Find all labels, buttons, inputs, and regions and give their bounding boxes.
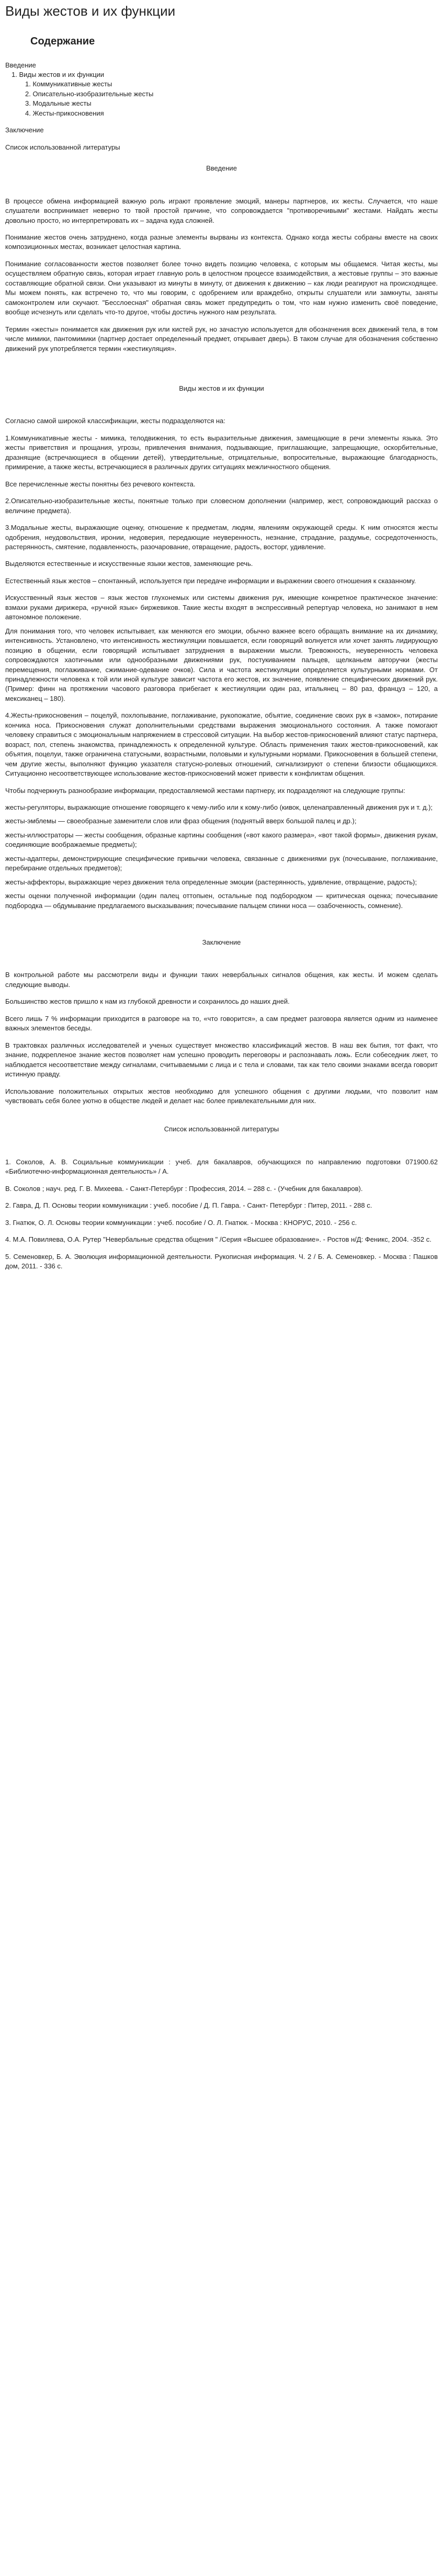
- conclusion-section: [5, 938, 438, 1106]
- reference-item: В. Соколов ; науч. ред. Г. В. Михеева. - Санкт-Петербург : Профессия, 2014. – 288 с. - (Учебник для бакалавров).: [5, 1184, 363, 1193]
- reference-item: 3. Гнатюк, О. Л. Основы теории коммуникации : учеб. пособие / О. Л. Гнатюк. - Москва : КНОРУС, 2010. - 256 с.: [5, 1218, 357, 1227]
- toc-subitem: 4. Жесты-прикосновения: [25, 109, 104, 117]
- communicative-note: Все перечисленные жесты понятны без речевого контекста.: [5, 480, 196, 488]
- toc-subitems: [12, 80, 438, 118]
- references-heading: Список использованной литературы: [164, 1125, 279, 1133]
- table-of-contents: [5, 34, 438, 152]
- toc-heading: Содержание: [30, 36, 95, 48]
- intro-paragraph: Понимание согласованности жестов позволяет более точно видеть позицию человека, с которым мы общаемся. Читая жесты, мы осуществляем обратную связь, которая играет главную роль в целостном процессе взаимодействия, а жестовые группы – это важные составляющие обратной связи. Они указывают из минуты в минуту, от движения к движению – как люди реагируют на происходящее. Мы можем понять, как встречено то, что мы говорим, с одобрением или враждебно, открыты слушатели или замкнуты, заняты самоконтролем или скучают. "Бесслоесная" обратная связь может предупредить о том, что нам нужно изменить своё поведение, вообще исчезнуть или сделать что-то другое, чтобы достичь нужного нам результата.: [5, 259, 438, 316]
- conclusion-paragraph: Большинство жестов пришло к нам из глубокой древности и сохранилось до наших дней.: [5, 997, 290, 1006]
- intensity-paragraph: Для понимания того, что человек испытывает, как меняются его эмоции, обычно важнее всего обращать внимание на их динамику, интенсивность. Установлено, что интенсивность жестикуляции повышается, если говорящий волнуется или хочет занять лидирующую позицию в общении, если говорящий испытывает затруднения в выражении мысли. Тревожность, неуверенность человека сопровождаются хаотичными или однообразными движениями рук, постукиванием пальцев, щелканьем авторучки (жесты перемещения, поглаживание, сжимание-одевание очков). Сила и частота жестикуляции определяется культурными нормами. От принадлежности человека к той или иной культуре зависит частота его жестов, их значение, появление специфических движений рук. (Пример: финн на протяжении часового разговора прибегает к жестикуляции один раз, итальянец – 80 раз, француз – 120, а мексиканец – 180).: [5, 627, 438, 702]
- gesture-group-item: жесты-регуляторы, выражающие отношение говорящего к чему-либо или к кому-либо (кивок, целенаправленный движения рук и т. д.);: [5, 803, 433, 811]
- toc-subitem: 1. Коммуникативные жесты: [25, 80, 112, 88]
- chapter-heading: Виды жестов и их функции: [179, 384, 264, 392]
- conclusion-paragraph: Всего лишь 7 % информации приходится в разговоре на то, «что говорится», а сам предмет разговора является одним из наименее важных элементов беседы.: [5, 1014, 438, 1032]
- toc-item-conclusion: Заключение: [5, 126, 44, 134]
- toc-subitem: 2. Описательно-изобразительные жесты: [25, 89, 154, 98]
- gesture-groups-lead: Чтобы подчеркнуть разнообразие информации, предоставляемой жестами партнеру, их подразделяют на следующие группы:: [5, 786, 405, 795]
- conclusion-heading: Заключение: [202, 938, 241, 947]
- descriptive-gestures-paragraph: 2.Описательно-изобразительные жесты, понятные только при словесном дополнении (например, жест, сопровождающий рассказ о величине предмета).: [5, 497, 438, 515]
- communicative-gestures-paragraph: 1.Коммуникативные жесты - мимика, телодвижения, то есть выразительные движения, замещающие в речи элементы языка. Это жесты приветствия и прощания, угрозы, привлечения внимания, подзывающие, приглашающие, запрещающие, оскорбительные, дразнящие (встречающиеся в общении детей), утвердительные, отрицательные, вопросительные, выражающие благодарность, примирение, а также жесты, встречающиеся в различных других ситуациях межличностного общения.: [5, 434, 438, 471]
- gesture-group-item: жесты-эмблемы — своеобразные заменители слов или фраз общения (поднятый вверх большой палец и др.);: [5, 817, 357, 825]
- gesture-group-item: жесты-аффекторы, выражающие через движения тела определенные эмоции (растерянность, удивление, отвращение, радость);: [5, 878, 417, 886]
- reference-item: 5. Семеновкер, Б. А. Эволюция информационной деятельности. Рукописная информация. Ч. 2 / Б. А. Семеновкер. - Москва : Пашков дом, 2011. - 336 с.: [5, 1252, 438, 1270]
- toc-chapter-block: [5, 70, 438, 118]
- intro-paragraph: Термин «жесты» понимается как движения рук или кистей рук, но зачастую используется для обозначения всех движений тела, в том числе мимики, пантомимики (партнер достает определенный предмет, открывает дверь). В таком случае для обозначения собственно движений рук употребляется термин «жестикуляция».: [5, 325, 438, 353]
- modal-gestures-paragraph: 3.Модальные жесты, выражающие оценку, отношение к предметам, людям, явлениям окружающей среды. К ним относятся жесты одобрения, неудовольствия, иронии, недоверия, передающие неуверенность, незнание, страдание, раздумье, сосредоточенность, растерянность, смятение, подавленность, разочарование, отвращение, радость, восторг, удивление.: [5, 524, 438, 551]
- conclusion-paragraph: Использование положительных открытых жестов необходимо для успешного общения с другими людьми, что позволит нам чувствовать себя более уютно в обществе людей и делает нас более привлекательными для них.: [5, 1087, 438, 1105]
- toc-item-references: Список использованной литературы: [5, 143, 120, 151]
- toc-item-chapter: 1. Виды жестов и их функции: [12, 71, 105, 79]
- gesture-group-item: жесты-адаптеры, демонстрирующие специфические привычки человека, связанные с движениями рук (почесывание, поглаживание, перебирание отдельных предметов);: [5, 854, 438, 872]
- reference-item: 4. М.А. Повиляева, О.А. Рутер "Невербальные средства общения " /Серия «Высшее образование». - Ростов н/Д: Феникс, 2004. -352 с.: [5, 1235, 431, 1244]
- intro-heading: Введение: [206, 164, 237, 173]
- conclusion-paragraph: В трактовках различных исследователей и ученых существует множество классификаций жестов. В наш век бытия, тот факт, что знание, подкрепленое знание жестов позволяет нам успешно проводить переговоры и распознавать ложь. Если собеседник лжет, то наблюдается несоответствие между сигналами, считываемыми с лица и с тела и словами, так как тело своими знаками всегда говорит истинную правду.: [5, 1041, 438, 1079]
- conclusion-paragraph: В контрольной работе мы рассмотрели виды и функции таких невербальных сигналов общения, как жесты. И можем сделать следующие выводы.: [5, 971, 438, 989]
- references-section: [5, 1125, 438, 1271]
- toc-item-intro: Введение: [5, 61, 36, 69]
- intro-paragraph: В процессе обмена информацией важную роль играют проявление эмоций, манеры партнеров, их жесты. Случается, что наше слушатели воспринимает неверно то твой простой причине, что сопровождается "противоречивыми" жестами. Найдать жесты довольно просто, но интерпретировать их – задача куда сложней.: [5, 197, 438, 224]
- gesture-group-item: жесты оценки полученной информации (один палец оттопыен, остальные под подбородком — критическая оценка; почесывание подбородка — обдумывание предлагаемого высказывания; почесывание пальцем спинки носа — озабоченность, сомнение).: [5, 892, 438, 910]
- reference-item: 1. Соколов, А. В. Социальные коммуникации : учеб. для бакалавров, обучающихся по направлению подготовки 071900.62 «Библиотечно-информационная деятельность» / А.: [5, 1158, 438, 1176]
- chapter-section: [5, 384, 438, 911]
- artificial-language-paragraph: Искусственный язык жестов – язык жестов глухонемых или системы движения рук, имеющие конкретное практическое значение: взмахи руками дирижера, «ручной язык» биржевиков. Такие жесты входят в экспрессивный репертуар человека, но занимают в нем автономное положение.: [5, 594, 438, 621]
- intro-paragraph: Понимание жестов очень затруднено, когда разные элементы вырваны из контекста. Однако когда жесты собраны вместе на своих композиционных местах, возникает целостная картина.: [5, 233, 438, 251]
- natural-artificial-note: Выделяются естественные и искусственные языки жестов, заменяющие речь.: [5, 560, 253, 568]
- reference-item: 2. Гавра, Д. П. Основы теории коммуникации : учеб. пособие / Д. П. Гавра. - Санкт- Петербург : Питер, 2011. - 288 с.: [5, 1201, 372, 1210]
- page-title: Виды жестов и их функции: [5, 3, 176, 19]
- touch-gestures-paragraph: 4.Жесты-прикосновения – поцелуй, похлопывание, поглаживание, рукопожатие, объятие, соединение своих рук в «замок», потирание кончика носа. Прикосновения служат дополнительными средствами выражения эмоционального состояния. А также помогают человеку справиться с эмоциональным напряжением в стрессовой ситуации. На выбор жестов-прикосновений влияют статус партнера, возраст, пол, степень знакомства, принадлежность к определенной культуре. Область применения таких жестов-прикосновений, как объятия, поцелуи, также ограничена статусными, возрастными, половыми и культурными нормами. Прикосновения в большей степени, чем другие жесты, выполняют функцию указателя статусно-ролевых отношений, сигнализируют о степени близости общающихся. Ситуационно несоответствующее использование жестов-прикосновений может привести к конфликтам общения.: [5, 711, 438, 778]
- toc-subitem: 3. Модальные жесты: [25, 99, 92, 108]
- natural-language-paragraph: Естественный язык жестов – спонтанный, используется при передаче информации и выражении своего отношения к сказанному.: [5, 576, 416, 585]
- chapter-lead: Согласно самой широкой классификации, жесты подразделяются на:: [5, 417, 225, 425]
- gesture-group-item: жесты-иллюстраторы — жесты сообщения, образные картины сообщения («вот какого размера», «вот такой формы», движения рукам, соединяющие воображаемые предметы);: [5, 831, 438, 849]
- intro-section: [5, 164, 438, 354]
